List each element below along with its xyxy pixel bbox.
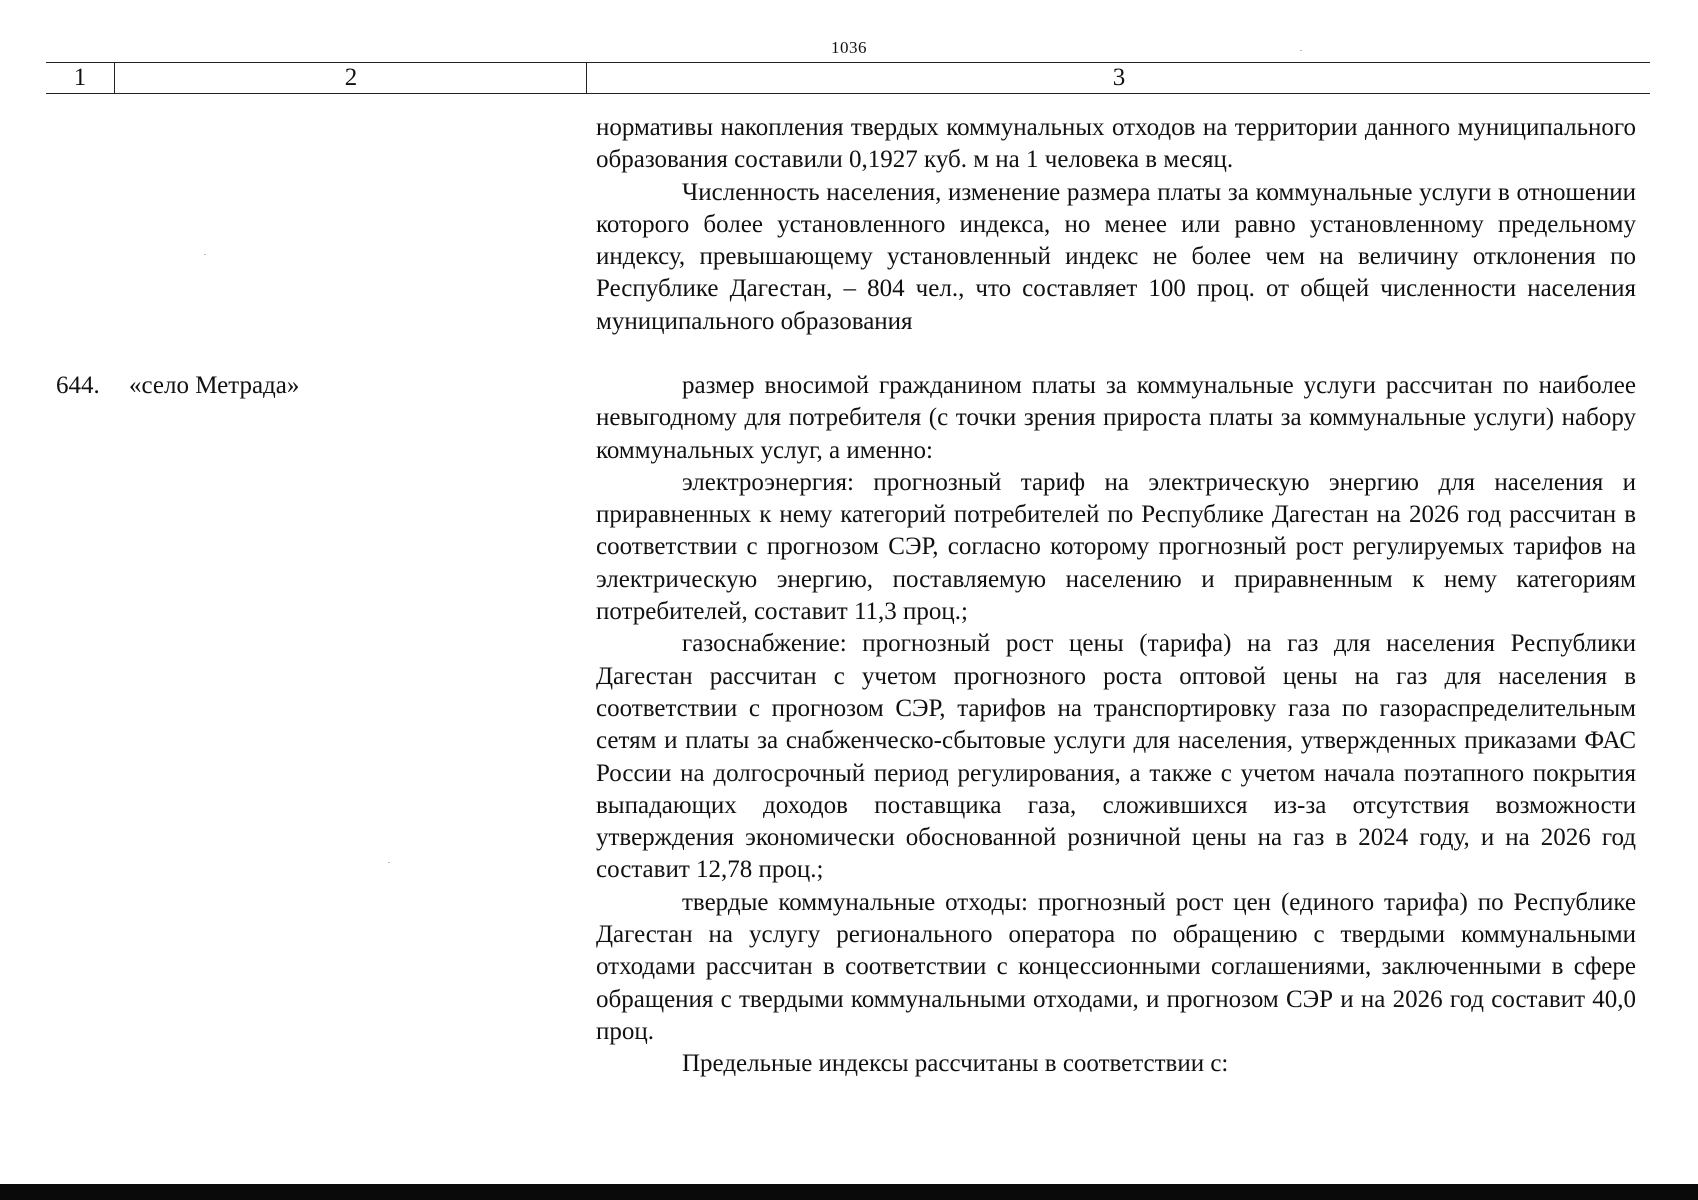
- paragraph: Предельные индексы рассчитаны в соответствии с:: [682, 1050, 1229, 1078]
- paragraph: нормативы накопления твердых коммунальных отходов на территории данного муниципального образования составили 0,1927 куб. м на 1 человека в месяц.: [596, 114, 1636, 174]
- scan-border: [0, 1184, 1698, 1200]
- entry-number: 644.: [56, 372, 100, 399]
- paragraph: твердые коммунальные отходы: прогнозный рост цен (единого тарифа) по Республике Дагестан на услугу регионального оператора по обращению с твердыми коммунальными отходами рассчитан в соответствии с концессионными соглашениями, заключенными в сфере обращения с твердыми коммунальными отходами, и прогнозом СЭР и на 2026 год составит 40,0 проц.: [596, 888, 1636, 1045]
- column-header-3: 3: [586, 63, 1651, 93]
- column-header-2: 2: [114, 63, 587, 93]
- continuation-text: [596, 112, 1636, 338]
- column-header-1: 1: [73, 64, 87, 91]
- paragraph: размер вносимой гражданином платы за коммунальные услуги рассчитан по наиболее невыгодному для потребителя (с точки зрения прироста платы за коммунальные услуги) набору коммунальных услуг, а именно:: [596, 372, 1636, 464]
- scan-speck: [1300, 50, 1302, 51]
- paragraph: Численность населения, изменение размера платы за коммунальные услуги в отношении которого более установленного индекса, но менее или равно установленному предельному индексу, превышающему установленный индекс не более чем на величину отклонения по Республике Дагестан, – 804 чел., что составляет 100 проц. от общей численности населения муниципального образования: [596, 178, 1636, 335]
- scan-speck: [204, 254, 206, 255]
- paragraph: электроэнергия: прогнозный тариф на электрическую энергию для населения и приравненных к нему категорий потребителей по Республике Дагестан на 2026 год рассчитан в соответствии с прогнозом СЭР, согласно которому прогнозный рост регулируемых тарифов на электрическую энергию, поставляемую населению и приравненным к нему категориям потребителей, составит 11,3 проц.;: [596, 468, 1636, 626]
- page-number: 1036: [831, 38, 867, 57]
- entry-description: [596, 370, 1636, 1081]
- table-header-row: [46, 62, 1650, 94]
- paragraph: газоснабжение: прогнозный рост цены (тарифа) на газ для населения Республики Дагестан рассчитан с учетом прогнозного роста оптовой цены на газ для населения в соответствии с прогнозом СЭР, тарифов на транспортировку газа по газораспределительным сетям и платы за снабженческо-сбытовые услуги для населения, утвержденных приказами ФАС России на долгосрочный период регулирования, а также с учетом начала поэтапного покрытия выпадающих доходов поставщика газа, сложившихся из-за отсутствия возможности утверждения экономически обоснованной розничной цены на газ в 2024 году, и на 2026 год составит 12,78 проц.;: [596, 630, 1636, 884]
- scan-speck: [388, 862, 390, 863]
- entry-name: «село Метрада»: [129, 372, 300, 399]
